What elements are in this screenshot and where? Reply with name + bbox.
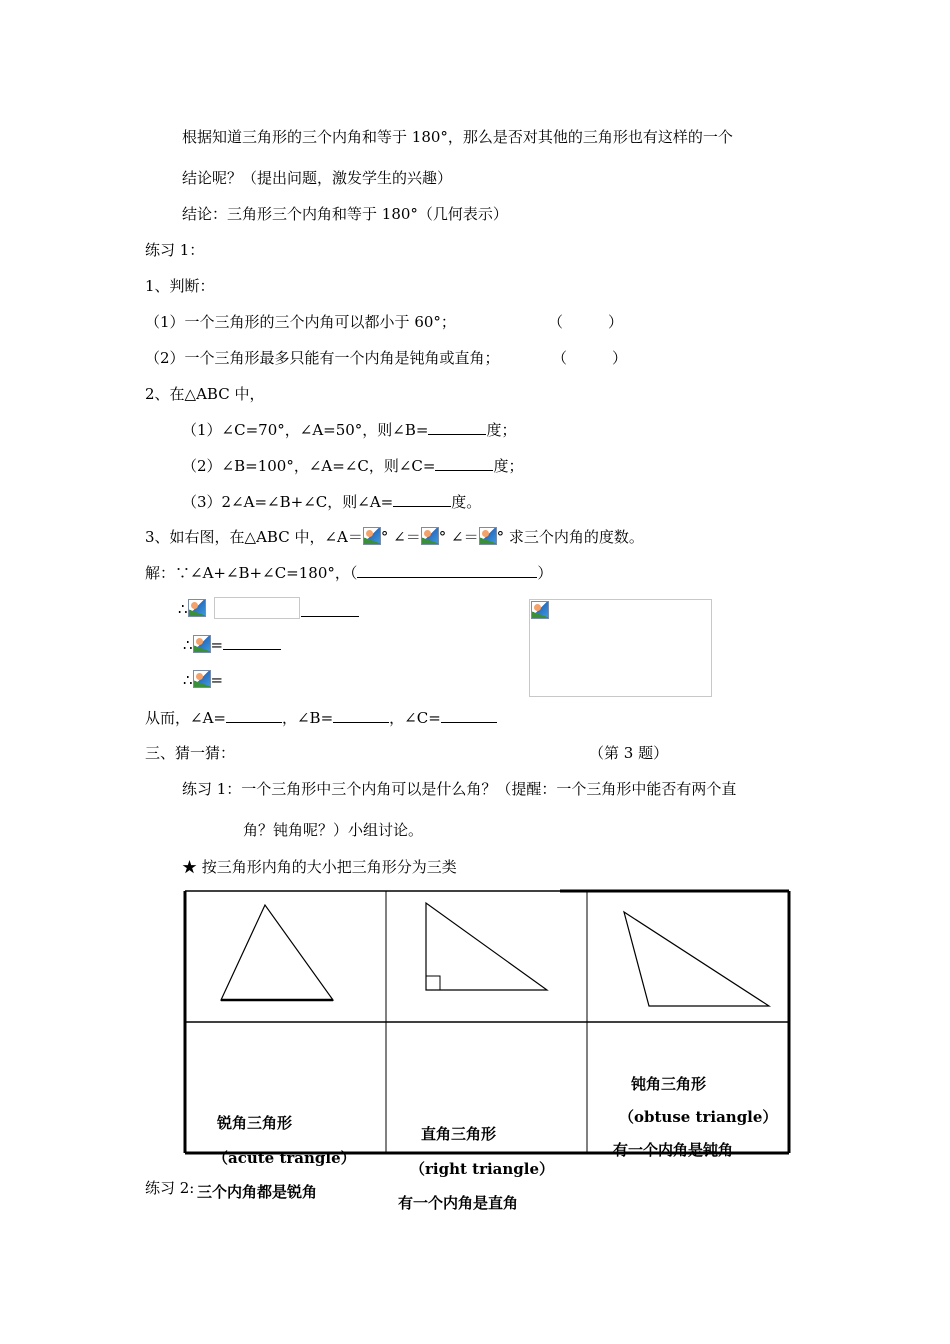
q2-b-unit: 度； bbox=[493, 457, 524, 475]
acute-triangle-label: 锐角三角形 bbox=[217, 1114, 293, 1132]
right-triangle-label: 直角三角形 bbox=[421, 1125, 497, 1143]
reason-blank[interactable] bbox=[357, 563, 537, 578]
q1-a-answer-paren: （ ） bbox=[548, 313, 624, 331]
q3 bbox=[145, 527, 644, 547]
q1-a: （1）一个三角形的三个内角可以都小于 60°； bbox=[145, 313, 456, 331]
q2-c-blank[interactable] bbox=[393, 492, 451, 507]
equals-sign: = bbox=[210, 636, 224, 654]
therefore-symbol: ∴ bbox=[178, 600, 188, 618]
exercise1-title: 练习 1： bbox=[145, 241, 205, 259]
q2-c bbox=[182, 492, 481, 512]
q3-degree-2: ° bbox=[438, 528, 447, 546]
broken-image-icon bbox=[531, 601, 549, 619]
q3-degree-1: ° bbox=[380, 528, 389, 546]
paren-close: ） bbox=[537, 564, 553, 582]
intro-conclusion: 结论：三角形三个内角和等于 180°（几何表示） bbox=[182, 205, 508, 223]
q2-b-text: （2）∠B=100°，∠A=∠C，则∠C= bbox=[182, 457, 436, 475]
obtuse-triangle-shape bbox=[624, 912, 769, 1006]
broken-image-icon bbox=[363, 527, 381, 545]
q2-a-unit: 度； bbox=[486, 421, 517, 439]
broken-image-icon bbox=[479, 527, 497, 545]
paren-open: （ bbox=[349, 564, 358, 582]
therefore-2-blank[interactable] bbox=[223, 635, 281, 650]
broken-image-icon bbox=[193, 670, 211, 688]
obtuse-triangle-desc: 有一个内角是钝角 bbox=[613, 1141, 734, 1159]
obtuse-triangle-english: （obtuse triangle） bbox=[619, 1108, 778, 1126]
angle-c-blank[interactable] bbox=[441, 708, 497, 723]
q2-b-blank[interactable] bbox=[435, 456, 493, 471]
image-placeholder-box bbox=[214, 597, 300, 619]
angle-a-blank[interactable] bbox=[226, 708, 282, 723]
q1-b-answer-paren: （ ） bbox=[552, 349, 628, 367]
q3-text-post: 求三个内角的度数。 bbox=[508, 528, 644, 546]
acute-triangle-desc: 三个内角都是锐角 bbox=[197, 1183, 318, 1201]
q1-title: 1、判断： bbox=[145, 277, 215, 295]
solution-therefore-3 bbox=[183, 670, 223, 690]
q3-angle-3: ∠＝ bbox=[451, 528, 479, 546]
intro-line-1: 根据知道三角形的三个内角和等于 180°，那么是否对其他的三角形也有这样的一个 bbox=[182, 128, 733, 146]
angle-a-label: 从而，∠A= bbox=[145, 709, 226, 727]
therefore-symbol: ∴ bbox=[183, 636, 193, 654]
q3-angle-2: ∠＝ bbox=[393, 528, 421, 546]
angle-b-blank[interactable] bbox=[333, 708, 389, 723]
q2-a-blank[interactable] bbox=[428, 420, 486, 435]
angle-b-label: ，∠B= bbox=[281, 709, 334, 727]
guess-practice-line-1: 练习 1：一个三角形中三个内角可以是什么角？（提醒：一个三角形中能否有两个直 bbox=[182, 780, 737, 798]
q2-b bbox=[182, 456, 523, 476]
right-triangle-shape bbox=[426, 903, 547, 990]
q3-degree-3: ° bbox=[496, 528, 505, 546]
solution-therefore-1 bbox=[178, 599, 206, 619]
figure-caption: （第 3 题） bbox=[589, 744, 669, 762]
solution-conclusion bbox=[145, 708, 497, 728]
broken-image-icon bbox=[421, 527, 439, 545]
solution-line-1 bbox=[145, 563, 552, 583]
exercise2-title: 练习 2: bbox=[145, 1179, 195, 1197]
right-triangle-english: （right triangle） bbox=[410, 1160, 555, 1178]
right-triangle-desc: 有一个内角是直角 bbox=[398, 1194, 519, 1212]
broken-image-icon bbox=[188, 599, 206, 617]
obtuse-triangle-label: 钝角三角形 bbox=[631, 1075, 707, 1093]
q2-c-text: （3）2∠A=∠B+∠C，则∠A= bbox=[182, 493, 394, 511]
acute-triangle-english: （acute trangle） bbox=[213, 1149, 356, 1167]
q1-b: （2）一个三角形最多只能有一个内角是钝角或直角； bbox=[145, 349, 500, 367]
figure-frame bbox=[529, 599, 712, 697]
solution-angle-sum: 解：∵∠A+∠B+∠C=180°， bbox=[145, 564, 350, 582]
solution-therefore-2 bbox=[183, 635, 281, 655]
section-guess-title: 三、猜一猜： bbox=[145, 744, 236, 762]
q2-title: 2、在△ABC 中， bbox=[145, 385, 265, 403]
guess-practice-line-2: 角？钝角呢？）小组讨论。 bbox=[243, 821, 424, 839]
q3-text-pre: 3、如右图，在△ABC 中，∠A＝ bbox=[145, 528, 363, 546]
classification-heading: ★ 按三角形内角的大小把三角形分为三类 bbox=[182, 858, 457, 876]
q2-c-unit: 度。 bbox=[451, 493, 482, 511]
therefore-symbol: ∴ bbox=[183, 671, 193, 689]
right-angle-marker bbox=[426, 976, 440, 990]
acute-triangle-shape bbox=[221, 905, 333, 1000]
angle-c-label: ，∠C= bbox=[389, 709, 441, 727]
therefore-1-blank[interactable] bbox=[301, 602, 359, 617]
broken-image-icon bbox=[193, 635, 211, 653]
q2-a-text: （1）∠C=70°，∠A=50°，则∠B= bbox=[182, 421, 429, 439]
equals-sign: = bbox=[210, 671, 224, 689]
q2-a bbox=[182, 420, 516, 440]
intro-line-2: 结论呢？（提出问题，激发学生的兴趣） bbox=[182, 169, 453, 187]
